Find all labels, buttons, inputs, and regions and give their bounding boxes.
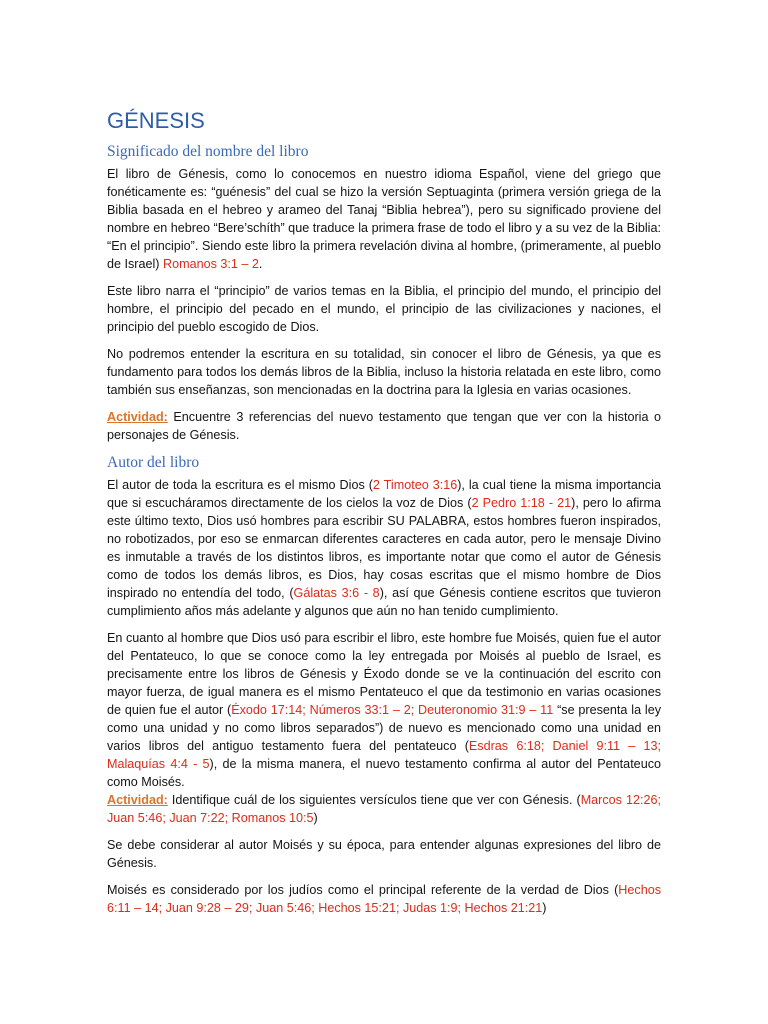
activity-1: [107, 408, 661, 444]
bible-reference: 2 Pedro 1:18 - 21: [471, 496, 572, 510]
section-heading-author: Autor del libro: [107, 454, 200, 471]
section-heading-meaning: Significado del nombre del libro: [107, 143, 309, 160]
activity-text: Identifique cuál de los siguientes versículos tiene que ver con Génesis. (: [167, 793, 581, 807]
paragraph-author-god: [107, 476, 661, 620]
text: ” que traduce la primera frase de todo el libro y a su vez de la Biblia: “En el principio”. Siendo este libro la primera revelación divina al hombre, (primeramente, al pueblo de Israel): [107, 221, 661, 271]
paragraph-intro: [107, 165, 661, 273]
text: “se presenta la ley como una unidad y no como libros separados”) de nuevo es mencionado como una unidad en varios libros del antiguo testamento fuera del pentateuco (: [107, 703, 662, 753]
text: ), de la misma manera, el nuevo testamento confirma al autor del Pentateuco como Moisés.: [107, 757, 661, 789]
text: ), así que Génesis contiene escritos que tuvieron cumplimiento años más adelante y algunos que aún no han tenido cumplimiento.: [107, 586, 661, 618]
paragraph-consider-moses: Se debe considerar al autor Moisés y su época, para entender algunas expresiones del libro de Génesis.: [107, 838, 661, 870]
text: El autor de toda la escritura es el mismo Dios (: [107, 478, 373, 492]
activity-2: [107, 791, 661, 827]
bible-reference: Éxodo 17:14; Números 33:1 – 2; Deuteronomio 31:9 – 11: [231, 703, 554, 717]
text: Moisés es considerado por los judíos como el principal referente de la verdad de Dios (: [107, 883, 619, 897]
paragraph-author-moses: [107, 629, 661, 791]
text: ): [313, 811, 318, 825]
activity-label: Actividad:: [107, 410, 168, 424]
paragraph-foundation: No podremos entender la escritura en su totalidad, sin conocer el libro de Génesis, ya que es fundamento para todos los demás libros de la Biblia, incluso la historia relatada en este libro, como también sus enseñanzas, son mencionadas en la doctrina para la Iglesia en varias ocasiones.: [107, 347, 661, 397]
bible-reference: Hechos 6:11 – 14; Juan 9:28 – 29; Juan 5:46; Hechos 15:21; Judas 1:9; Hechos 21:21: [107, 883, 661, 915]
bible-reference: Esdras 6:18; Daniel 9:11 – 13; Malaquías 4:4 - 5: [107, 739, 661, 771]
bible-reference: Gálatas 3:6 - 8: [293, 586, 380, 600]
text: ): [542, 901, 547, 915]
activity-label: Actividad:: [107, 793, 168, 807]
document-title: GÉNESIS: [107, 108, 205, 133]
document-content: [107, 108, 661, 926]
text: El libro de Génesis, como lo conocemos en nuestro idioma Español, viene del griego que fonéticamente es: “: [107, 167, 661, 199]
text-hebrew-term: Bere’schíth: [217, 221, 281, 235]
activity-text: Encuentre 3 referencias del nuevo testamento que tengan que ver con la historia o personajes de Génesis.: [107, 410, 661, 442]
text: ), pero lo afirma este último texto, Dios usó hombres para escribir SU PALABRA, estos hombres fueron inspirados, no robotizados, por eso se enmarcan diferentes caracteres en cada autor, pero le mensaje Divino es inmutable a través de los distintos libros, es importante notar que como el autor de Génesis como de todos los demás libros, es Dios, hay cosas escritas que el mismo hombre de Dios inspirado no entendía del todo, (: [107, 496, 661, 600]
text: ” del cual se hizo la versión Septuaginta (primera versión griega de la Biblia basada en el hebreo y arameo del Tanaj “Biblia hebrea”), pero su significado proviene del nombre en hebreo “: [107, 185, 661, 235]
text: ), la cual tiene la misma importancia que si escucháramos directamente de los cielos la voz de Dios (: [107, 478, 661, 510]
text: .: [258, 257, 263, 271]
paragraph-beginnings: Este libro narra el “principio” de varios temas en la Biblia, el principio del mundo, el principio del hombre, el principio del pecado en el mundo, el principio de las civilizaciones y naciones, el principio del pueblo escogido de Dios.: [107, 284, 661, 334]
bible-reference: 2 Timoteo 3:16: [372, 478, 458, 492]
bible-reference: Marcos 12:26; Juan 5:46; Juan 7:22; Romanos 10:5: [107, 793, 661, 825]
text-italic-term: guénesis: [215, 185, 266, 199]
paragraph-moses-referent: [107, 881, 661, 917]
bible-reference: Romanos 3:1 – 2: [163, 257, 259, 271]
text: En cuanto al hombre que Dios usó para escribir el libro, este hombre fue Moisés, quien fue el autor del Pentateuco, lo que se conoce como la ley entregada por Moisés al pueblo de Israel, es precisamente entre los libros de Génesis y Éxodo donde se ve la continuación del escrito con mayor fuerza, de igual manera es el mismo Pentateuco el que da testimonio en varias ocasiones de quien fue el autor (: [107, 631, 661, 717]
